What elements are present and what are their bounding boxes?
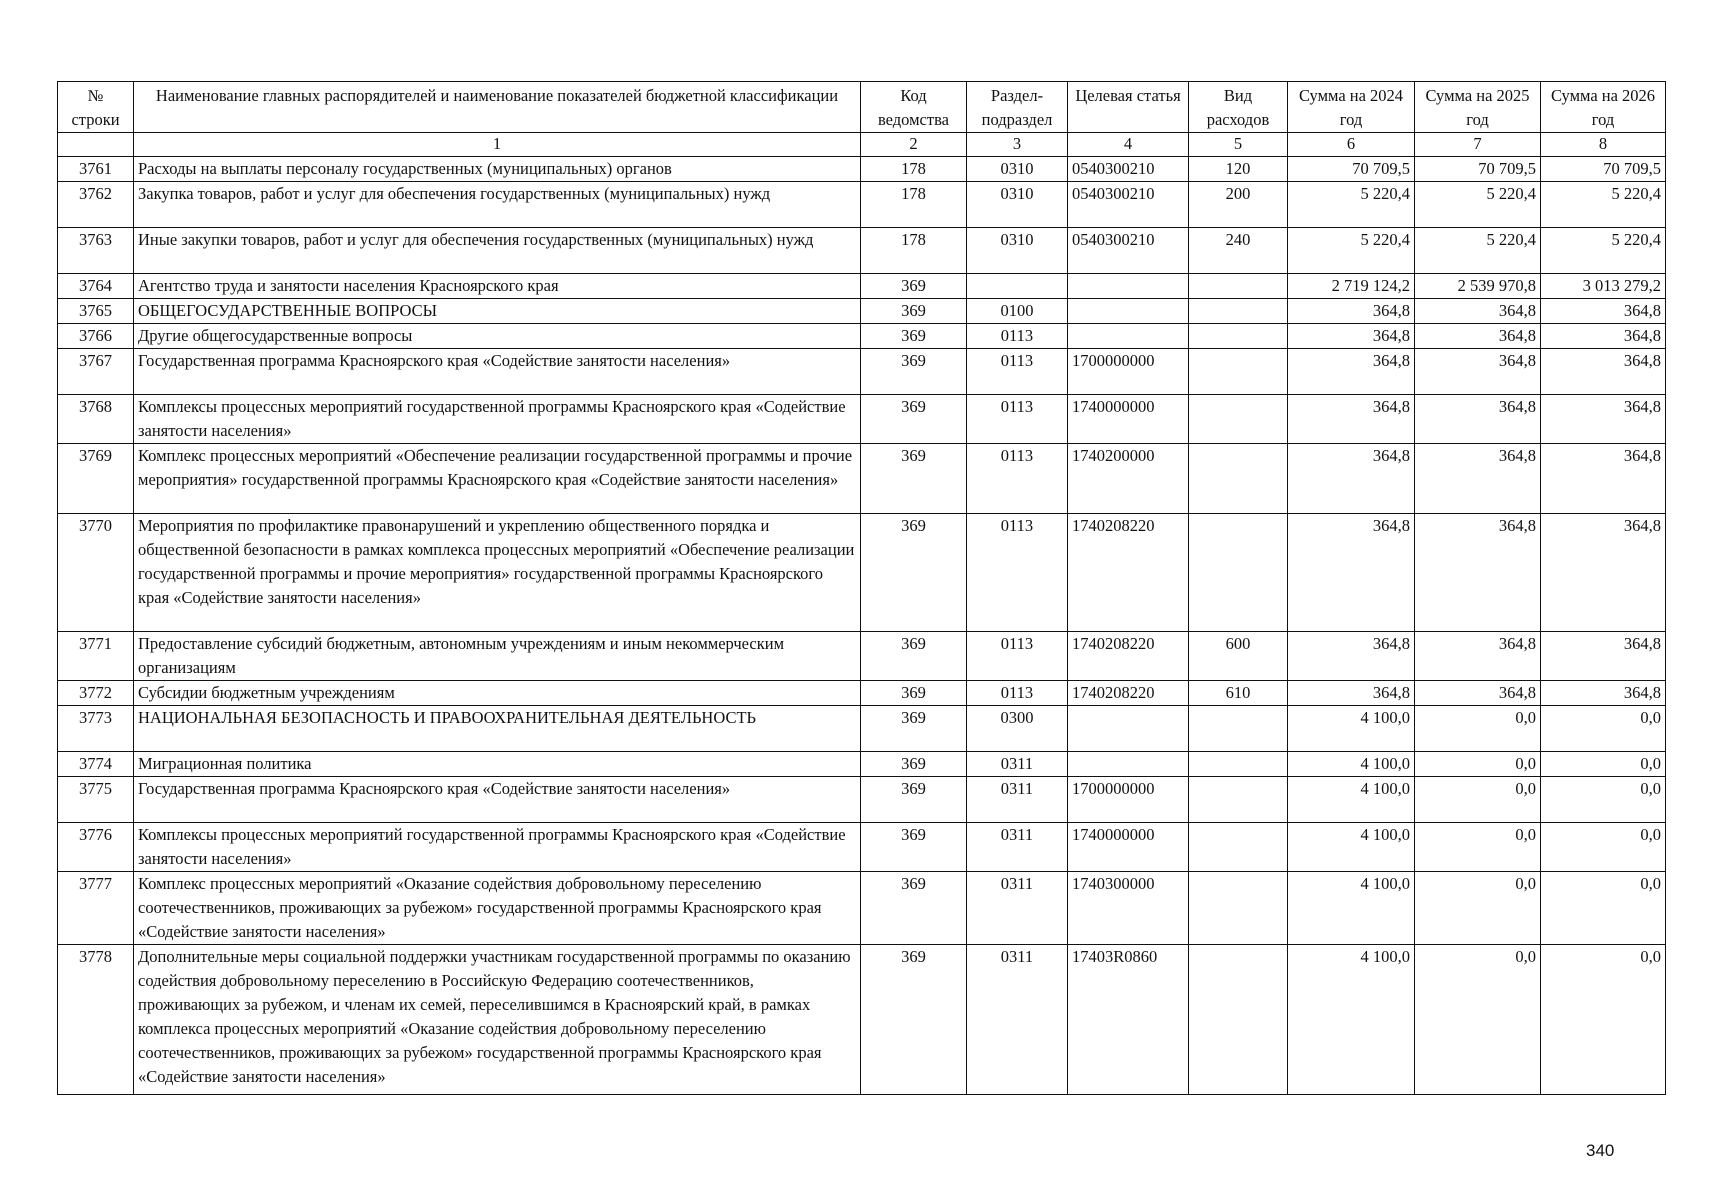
row-sum-2025: 5 220,4 <box>1415 182 1541 228</box>
row-number: 3774 <box>58 752 134 777</box>
row-sum-2026: 364,8 <box>1541 681 1666 706</box>
row-expense-type <box>1189 872 1288 945</box>
row-sum-2024: 5 220,4 <box>1288 182 1415 228</box>
row-sum-2025: 364,8 <box>1415 324 1541 349</box>
row-sum-2024: 364,8 <box>1288 681 1415 706</box>
row-number: 3767 <box>58 349 134 395</box>
row-sum-2025: 0,0 <box>1415 752 1541 777</box>
row-expense-type: 600 <box>1189 632 1288 681</box>
row-dept-code: 369 <box>861 632 967 681</box>
row-name: Иные закупки товаров, работ и услуг для обеспечения государственных (муниципальных) нужд <box>134 228 861 274</box>
row-sum-2024: 2 719 124,2 <box>1288 274 1415 299</box>
row-dept-code: 369 <box>861 514 967 632</box>
table-row <box>58 872 1666 945</box>
table-row <box>58 274 1666 299</box>
row-target: 1740000000 <box>1068 823 1189 872</box>
row-name: Комплекс процессных мероприятий «Обеспечение реализации государственной программы и прочие мероприятия» государственной программы Красноярского края «Содействие занятости населения» <box>134 444 861 514</box>
row-section: 0310 <box>967 228 1068 274</box>
header-name: Наименование главных распорядителей и наименование показателей бюджетной классификации <box>134 82 861 133</box>
row-sum-2026: 364,8 <box>1541 514 1666 632</box>
row-target: 0540300210 <box>1068 157 1189 182</box>
row-target <box>1068 324 1189 349</box>
row-expense-type <box>1189 752 1288 777</box>
table-row <box>58 157 1666 182</box>
row-dept-code: 369 <box>861 706 967 752</box>
column-number: 4 <box>1068 133 1189 157</box>
row-name: Государственная программа Красноярского края «Содействие занятости населения» <box>134 349 861 395</box>
row-name: Другие общегосударственные вопросы <box>134 324 861 349</box>
row-expense-type <box>1189 823 1288 872</box>
table-header <box>58 82 1666 157</box>
column-number: 6 <box>1288 133 1415 157</box>
header-dept-code: Код ведомства <box>861 82 967 133</box>
column-number: 2 <box>861 133 967 157</box>
row-target <box>1068 274 1189 299</box>
row-target <box>1068 706 1189 752</box>
column-number: 8 <box>1541 133 1666 157</box>
row-number: 3770 <box>58 514 134 632</box>
table-row <box>58 514 1666 632</box>
row-sum-2026: 364,8 <box>1541 395 1666 444</box>
row-section: 0113 <box>967 444 1068 514</box>
row-section: 0113 <box>967 514 1068 632</box>
header-section: Раздел-подраздел <box>967 82 1068 133</box>
budget-table <box>57 81 1666 1095</box>
row-section: 0100 <box>967 299 1068 324</box>
row-section: 0300 <box>967 706 1068 752</box>
row-expense-type: 240 <box>1189 228 1288 274</box>
row-dept-code: 369 <box>861 324 967 349</box>
row-expense-type <box>1189 444 1288 514</box>
row-sum-2024: 5 220,4 <box>1288 228 1415 274</box>
row-target: 1740200000 <box>1068 444 1189 514</box>
row-sum-2026: 0,0 <box>1541 777 1666 823</box>
row-sum-2025: 0,0 <box>1415 945 1541 1095</box>
row-expense-type <box>1189 706 1288 752</box>
row-sum-2024: 4 100,0 <box>1288 777 1415 823</box>
row-name: Комплексы процессных мероприятий государственной программы Красноярского края «Содействие занятости населения» <box>134 395 861 444</box>
table-row <box>58 945 1666 1095</box>
row-sum-2026: 364,8 <box>1541 349 1666 395</box>
row-target <box>1068 752 1189 777</box>
row-expense-type <box>1189 324 1288 349</box>
column-number: 5 <box>1189 133 1288 157</box>
row-target: 1740208220 <box>1068 681 1189 706</box>
row-sum-2026: 0,0 <box>1541 823 1666 872</box>
row-sum-2025: 364,8 <box>1415 444 1541 514</box>
table-row <box>58 752 1666 777</box>
header-sum-2025: Сумма на 2025 год <box>1415 82 1541 133</box>
row-sum-2026: 3 013 279,2 <box>1541 274 1666 299</box>
table-row <box>58 777 1666 823</box>
row-number: 3771 <box>58 632 134 681</box>
row-sum-2026: 364,8 <box>1541 444 1666 514</box>
table-row <box>58 681 1666 706</box>
row-dept-code: 369 <box>861 872 967 945</box>
row-section: 0113 <box>967 681 1068 706</box>
row-expense-type <box>1189 299 1288 324</box>
row-expense-type <box>1189 777 1288 823</box>
row-sum-2026: 0,0 <box>1541 706 1666 752</box>
row-section: 0310 <box>967 182 1068 228</box>
row-dept-code: 369 <box>861 395 967 444</box>
row-expense-type <box>1189 945 1288 1095</box>
row-sum-2024: 364,8 <box>1288 324 1415 349</box>
row-expense-type: 120 <box>1189 157 1288 182</box>
row-sum-2026: 70 709,5 <box>1541 157 1666 182</box>
table-row <box>58 706 1666 752</box>
table-row <box>58 228 1666 274</box>
table-body <box>58 157 1666 1095</box>
row-dept-code: 178 <box>861 157 967 182</box>
row-expense-type <box>1189 349 1288 395</box>
row-dept-code: 178 <box>861 182 967 228</box>
row-sum-2025: 5 220,4 <box>1415 228 1541 274</box>
row-dept-code: 369 <box>861 299 967 324</box>
row-sum-2026: 364,8 <box>1541 632 1666 681</box>
row-name: НАЦИОНАЛЬНАЯ БЕЗОПАСНОСТЬ И ПРАВООХРАНИТЕЛЬНАЯ ДЕЯТЕЛЬНОСТЬ <box>134 706 861 752</box>
row-name: Комплексы процессных мероприятий государственной программы Красноярского края «Содействие занятости населения» <box>134 823 861 872</box>
row-target: 1740208220 <box>1068 514 1189 632</box>
row-dept-code: 369 <box>861 945 967 1095</box>
row-number: 3763 <box>58 228 134 274</box>
row-sum-2026: 364,8 <box>1541 324 1666 349</box>
row-number: 3762 <box>58 182 134 228</box>
row-sum-2025: 364,8 <box>1415 514 1541 632</box>
row-name: Мероприятия по профилактике правонарушений и укреплению общественного порядка и общественной безопасности в рамках комплекса процессных мероприятий «Обеспечение реализации государственной программы и прочие мероприятия» государственной программы Красноярского края «Содействие занятости населения» <box>134 514 861 632</box>
row-sum-2024: 4 100,0 <box>1288 872 1415 945</box>
row-section: 0310 <box>967 157 1068 182</box>
row-sum-2024: 364,8 <box>1288 299 1415 324</box>
row-sum-2025: 0,0 <box>1415 872 1541 945</box>
row-number: 3768 <box>58 395 134 444</box>
row-target: 1700000000 <box>1068 777 1189 823</box>
row-number: 3773 <box>58 706 134 752</box>
row-number: 3761 <box>58 157 134 182</box>
row-sum-2024: 4 100,0 <box>1288 752 1415 777</box>
row-number: 3764 <box>58 274 134 299</box>
table-row <box>58 182 1666 228</box>
row-target: 1740208220 <box>1068 632 1189 681</box>
row-name: Миграционная политика <box>134 752 861 777</box>
row-sum-2026: 0,0 <box>1541 945 1666 1095</box>
row-sum-2026: 0,0 <box>1541 752 1666 777</box>
row-sum-2024: 4 100,0 <box>1288 823 1415 872</box>
row-section: 0311 <box>967 945 1068 1095</box>
row-number: 3769 <box>58 444 134 514</box>
column-number: 1 <box>134 133 861 157</box>
row-section: 0113 <box>967 324 1068 349</box>
row-sum-2024: 364,8 <box>1288 349 1415 395</box>
column-number: 7 <box>1415 133 1541 157</box>
row-sum-2024: 70 709,5 <box>1288 157 1415 182</box>
row-sum-2024: 364,8 <box>1288 444 1415 514</box>
row-section: 0113 <box>967 632 1068 681</box>
row-name: ОБЩЕГОСУДАРСТВЕННЫЕ ВОПРОСЫ <box>134 299 861 324</box>
row-sum-2025: 364,8 <box>1415 632 1541 681</box>
row-number: 3776 <box>58 823 134 872</box>
row-target: 17403R0860 <box>1068 945 1189 1095</box>
table-row <box>58 632 1666 681</box>
column-number <box>58 133 134 157</box>
row-target: 0540300210 <box>1068 228 1189 274</box>
row-dept-code: 369 <box>861 444 967 514</box>
row-sum-2025: 364,8 <box>1415 681 1541 706</box>
row-name: Агентство труда и занятости населения Красноярского края <box>134 274 861 299</box>
row-expense-type <box>1189 514 1288 632</box>
row-sum-2025: 364,8 <box>1415 299 1541 324</box>
row-dept-code: 369 <box>861 274 967 299</box>
row-expense-type: 610 <box>1189 681 1288 706</box>
row-target: 0540300210 <box>1068 182 1189 228</box>
row-section: 0113 <box>967 349 1068 395</box>
row-target: 1740300000 <box>1068 872 1189 945</box>
row-name: Закупка товаров, работ и услуг для обеспечения государственных (муниципальных) нужд <box>134 182 861 228</box>
row-dept-code: 369 <box>861 681 967 706</box>
row-target <box>1068 299 1189 324</box>
row-name: Дополнительные меры социальной поддержки участникам государственной программы по оказанию содействия добровольному переселению в Российскую Федерацию соотечественников, проживающих за рубежом, и членам их семей, переселившимся в Красноярский край, в рамках комплекса процессных мероприятий «Оказание содействия добровольному переселению соотечественников, проживающих за рубежом» государственной программы Красноярского края «Содействие занятости населения» <box>134 945 861 1095</box>
row-sum-2025: 0,0 <box>1415 777 1541 823</box>
row-section: 0311 <box>967 823 1068 872</box>
table-row <box>58 349 1666 395</box>
row-dept-code: 369 <box>861 823 967 872</box>
table-row <box>58 395 1666 444</box>
row-number: 3775 <box>58 777 134 823</box>
row-sum-2025: 0,0 <box>1415 706 1541 752</box>
row-sum-2025: 0,0 <box>1415 823 1541 872</box>
row-dept-code: 369 <box>861 777 967 823</box>
row-sum-2024: 364,8 <box>1288 395 1415 444</box>
row-expense-type: 200 <box>1189 182 1288 228</box>
row-expense-type <box>1189 395 1288 444</box>
row-name: Субсидии бюджетным учреждениям <box>134 681 861 706</box>
row-sum-2024: 4 100,0 <box>1288 945 1415 1095</box>
row-name: Расходы на выплаты персоналу государственных (муниципальных) органов <box>134 157 861 182</box>
row-sum-2025: 364,8 <box>1415 349 1541 395</box>
row-sum-2024: 364,8 <box>1288 632 1415 681</box>
row-sum-2024: 364,8 <box>1288 514 1415 632</box>
row-dept-code: 369 <box>861 752 967 777</box>
header-sum-2026: Сумма на 2026 год <box>1541 82 1666 133</box>
row-number: 3772 <box>58 681 134 706</box>
row-sum-2026: 0,0 <box>1541 872 1666 945</box>
header-target: Целевая статья <box>1068 82 1189 133</box>
row-section: 0113 <box>967 395 1068 444</box>
row-sum-2026: 5 220,4 <box>1541 228 1666 274</box>
row-target: 1740000000 <box>1068 395 1189 444</box>
row-number: 3778 <box>58 945 134 1095</box>
row-dept-code: 178 <box>861 228 967 274</box>
row-name: Предоставление субсидий бюджетным, автономным учреждениям и иным некоммерческим организациям <box>134 632 861 681</box>
row-name: Комплекс процессных мероприятий «Оказание содействия добровольному переселению соотечественников, проживающих за рубежом» государственной программы Красноярского края «Содействие занятости населения» <box>134 872 861 945</box>
row-target: 1700000000 <box>1068 349 1189 395</box>
row-sum-2025: 364,8 <box>1415 395 1541 444</box>
row-sum-2025: 70 709,5 <box>1415 157 1541 182</box>
row-section: 0311 <box>967 872 1068 945</box>
page-number: 340 <box>1586 1141 1615 1160</box>
column-numbers-row <box>58 133 1666 157</box>
column-number: 3 <box>967 133 1068 157</box>
table-row <box>58 299 1666 324</box>
row-dept-code: 369 <box>861 349 967 395</box>
row-number: 3766 <box>58 324 134 349</box>
row-sum-2026: 5 220,4 <box>1541 182 1666 228</box>
row-section: 0311 <box>967 777 1068 823</box>
row-sum-2026: 364,8 <box>1541 299 1666 324</box>
row-sum-2025: 2 539 970,8 <box>1415 274 1541 299</box>
row-expense-type <box>1189 274 1288 299</box>
table-row <box>58 444 1666 514</box>
row-section: 0311 <box>967 752 1068 777</box>
header-sum-2024: Сумма на 2024 год <box>1288 82 1415 133</box>
row-number: 3777 <box>58 872 134 945</box>
row-section <box>967 274 1068 299</box>
row-name: Государственная программа Красноярского края «Содействие занятости населения» <box>134 777 861 823</box>
header-expense-type: Вид расходов <box>1189 82 1288 133</box>
row-sum-2024: 4 100,0 <box>1288 706 1415 752</box>
table-row <box>58 324 1666 349</box>
table-row <box>58 823 1666 872</box>
header-row-no: № строки <box>58 82 134 133</box>
row-number: 3765 <box>58 299 134 324</box>
